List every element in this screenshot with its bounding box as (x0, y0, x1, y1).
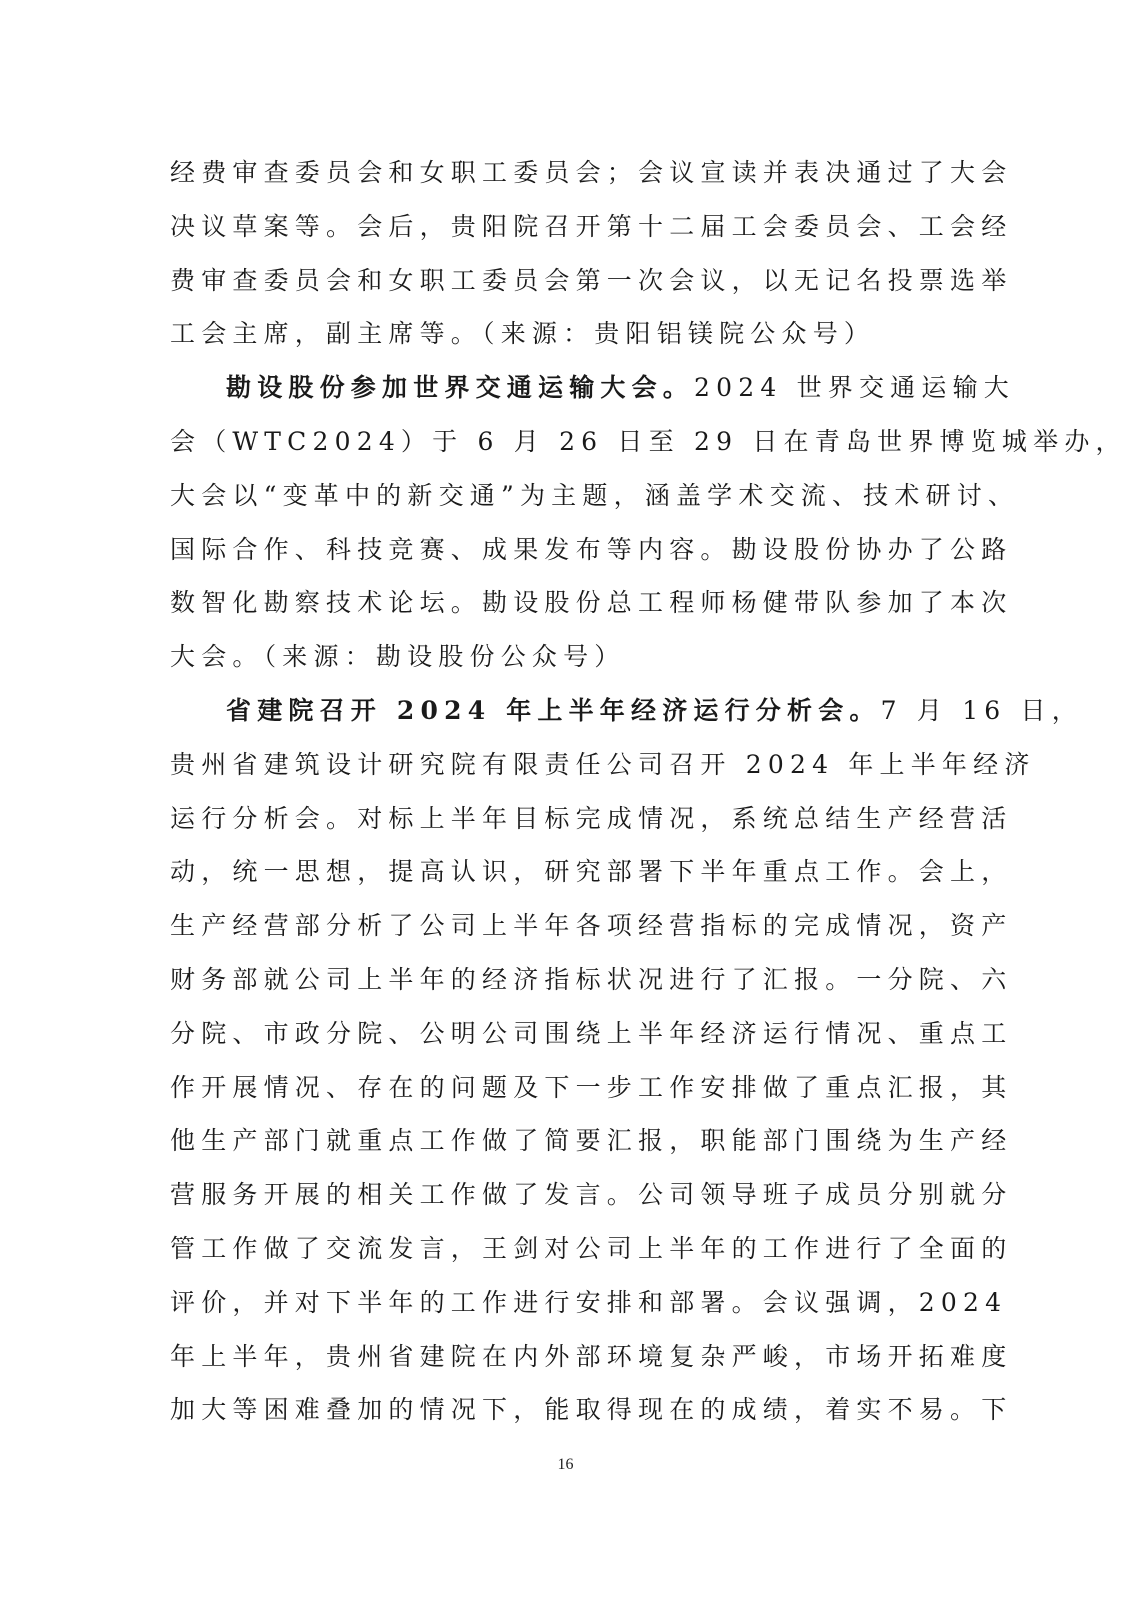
text-run: 2024 世界交通运输大 (694, 373, 1015, 403)
paragraph-union-meeting (170, 146, 1013, 361)
paragraph-heading: 勘设股份参加世界交通运输大会。 (226, 373, 695, 403)
text-line: 分院、市政分院、公明公司围绕上半年经济运行情况、重点工 (170, 1018, 1013, 1048)
text-line: 管工作做了交流发言，王剑对公司上半年的工作进行了全面的 (170, 1233, 1013, 1263)
text-line: 决议草案等。会后，贵阳院召开第十二届工会委员会、工会经 (170, 211, 1013, 241)
paragraph-economic-analysis-meeting (170, 684, 1083, 1437)
text-run: 7 月 16 日， (880, 695, 1083, 725)
text-line: 费审查委员会和女职工委员会第一次会议，以无记名投票选举 (170, 265, 1013, 295)
text-line: 工会主席，副主席等。（来源：贵阳铝镁院公众号） (170, 319, 876, 349)
text-line: 运行分析会。对标上半年目标完成情况，系统总结生产经营活 (170, 803, 1013, 833)
text-line: 财务部就公司上半年的经济指标状况进行了汇报。一分院、六 (170, 964, 1013, 994)
text-line: 大会以“变革中的新交通”为主题，涵盖学术交流、技术研讨、 (170, 480, 1020, 510)
text-line-first (170, 684, 1083, 738)
text-line: 动，统一思想，提高认识，研究部署下半年重点工作。会上， (170, 857, 1013, 887)
text-line: 贵州省建筑设计研究院有限责任公司召开 2024 年上半年经济 (170, 749, 1036, 779)
paragraph-world-transport-congress (170, 361, 1127, 684)
text-line: 年上半年，贵州省建院在内外部环境复杂严峻，市场开拓难度 (170, 1341, 1013, 1371)
text-line: 评价，并对下半年的工作进行安排和部署。会议强调，2024 (170, 1287, 1008, 1317)
text-line: 作开展情况、存在的问题及下一步工作安排做了重点汇报，其 (170, 1072, 1013, 1102)
text-line: 经费审查委员会和女职工委员会；会议宣读并表决通过了大会 (170, 158, 1013, 187)
text-line: 数智化勘察技术论坛。勘设股份总工程师杨健带队参加了本次 (170, 588, 1013, 618)
paragraph-heading: 省建院召开 2024 年上半年经济运行分析会。 (226, 695, 881, 725)
text-line: 营服务开展的相关工作做了发言。公司领导班子成员分别就分 (170, 1180, 1013, 1210)
text-line: 他生产部门就重点工作做了简要汇报，职能部门围绕为生产经 (170, 1126, 1013, 1156)
text-line: 会（WTC2024）于 6 月 26 日至 29 日在青岛世界博览城举办， (170, 426, 1127, 456)
text-line-first (170, 361, 1015, 415)
text-line: 加大等困难叠加的情况下，能取得现在的成绩，着实不易。下 (170, 1395, 1013, 1425)
text-line: 大会。（来源：勘设股份公众号） (170, 642, 626, 672)
text-line: 国际合作、科技竞赛、成果发布等内容。勘设股份协办了公路 (170, 534, 1013, 564)
document-body (170, 146, 1127, 1437)
page-number: 16 (557, 1456, 574, 1473)
text-line: 生产经营部分析了公司上半年各项经营指标的完成情况，资产 (170, 911, 1013, 941)
